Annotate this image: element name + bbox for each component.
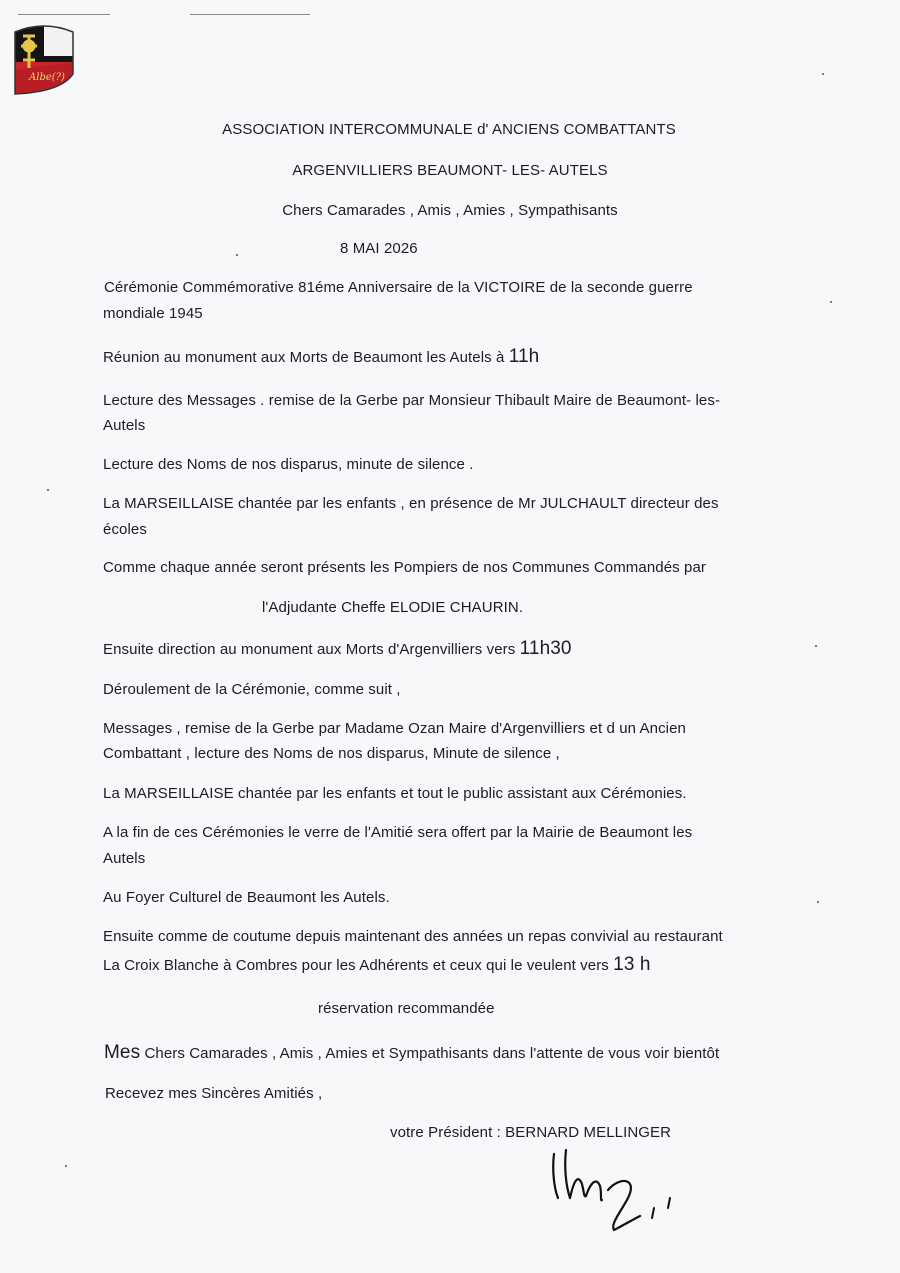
scan-speck — [830, 301, 832, 303]
president-signature-line: votre Président : BERNARD MELLINGER — [390, 1124, 672, 1141]
messages-line-2: Autels — [103, 417, 146, 434]
scan-speck — [817, 901, 819, 903]
repas-line-1: Ensuite comme de coutume depuis maintenant des années un repas convivial au restaurant — [103, 928, 723, 945]
messages2-line-1: Messages , remise de la Gerbe par Madame Ozan Maire d'Argenvilliers et d un Ancien — [103, 720, 687, 737]
amitie-line-2: Autels — [103, 850, 146, 867]
direction-line — [103, 636, 572, 663]
amitie-line-1: A la fin de ces Cérémonies le verre de l'Amitié sera offert par la Mairie de Beaumont les — [103, 824, 693, 841]
greeting-line: Chers Camarades , Amis , Amies , Sympathisants — [282, 202, 618, 219]
scan-rule-left — [18, 14, 110, 15]
repas-time: 13 h — [613, 954, 651, 975]
names-line: Lecture des Noms de nos disparus, minute de silence . — [103, 456, 474, 473]
scan-rule-right — [190, 14, 310, 15]
title-line-1 — [0, 117, 900, 143]
scan-speck — [47, 489, 49, 491]
adjudante-line: l'Adjudante Cheffe ELODIE CHAURIN. — [262, 599, 524, 616]
title-line-2: ARGENVILLIERS BEAUMONT- LES- AUTELS — [292, 162, 608, 179]
scan-speck — [65, 1165, 67, 1167]
association-emblem-logo — [11, 22, 77, 98]
scan-speck — [236, 254, 238, 256]
foyer-line: Au Foyer Culturel de Beaumont les Autels. — [103, 889, 390, 906]
ceremony-line-2: mondiale 1945 — [103, 305, 203, 322]
meeting-text: Réunion au monument aux Morts de Beaumont les Autels à — [103, 349, 509, 366]
repas-line-2 — [103, 952, 651, 979]
direction-time: 11h30 — [519, 638, 572, 659]
messages2-line-2: Combattant , lecture des Noms de nos disparus, Minute de silence , — [103, 745, 560, 762]
pompiers-line: Comme chaque année seront présents les Pompiers de nos Communes Commandés par — [103, 559, 706, 576]
scan-speck — [815, 645, 817, 647]
reservation-note: réservation recommandée — [318, 1000, 495, 1017]
event-date: 8 MAI 2026 — [340, 240, 418, 257]
marseillaise-line-1: La MARSEILLAISE chantée par les enfants , en présence de Mr JULCHAULT directeur des — [103, 495, 719, 512]
marseillaise-line-2: écoles — [103, 521, 147, 538]
association-name: ASSOCIATION INTERCOMMUNALE d' ANCIENS COMBATTANTS — [222, 121, 676, 138]
messages-line-1: Lecture des Messages . remise de la Gerbe par Monsieur Thibault Maire de Beaumont- les- — [103, 392, 721, 409]
closing-line — [104, 1040, 719, 1067]
repas-text: La Croix Blanche à Combres pour les Adhérents et ceux qui le veulent vers — [103, 957, 614, 974]
ceremony-line-1: Cérémonie Commémorative 81éme Anniversaire de la VICTOIRE de la seconde guerre — [104, 279, 693, 296]
meeting-line — [103, 344, 539, 371]
scan-speck — [822, 73, 824, 75]
closing-mes: Mes — [104, 1042, 141, 1063]
deroulement-line: Déroulement de la Cérémonie, comme suit , — [103, 681, 401, 698]
regards-line: Recevez mes Sincères Amitiés , — [105, 1085, 323, 1102]
handwritten-signature — [548, 1140, 698, 1240]
closing-rest: Chers Camarades , Amis , Amies et Sympathisants dans l'attente de vous voir bientôt — [140, 1045, 720, 1062]
direction-text: Ensuite direction au monument aux Morts d'Argenvilliers vers — [103, 641, 520, 658]
marseillaise2-line: La MARSEILLAISE chantée par les enfants et tout le public assistant aux Cérémonies. — [103, 785, 687, 802]
emblem-inscription-text: Albe(?) — [29, 72, 65, 83]
meeting-time: 11h — [508, 346, 540, 367]
